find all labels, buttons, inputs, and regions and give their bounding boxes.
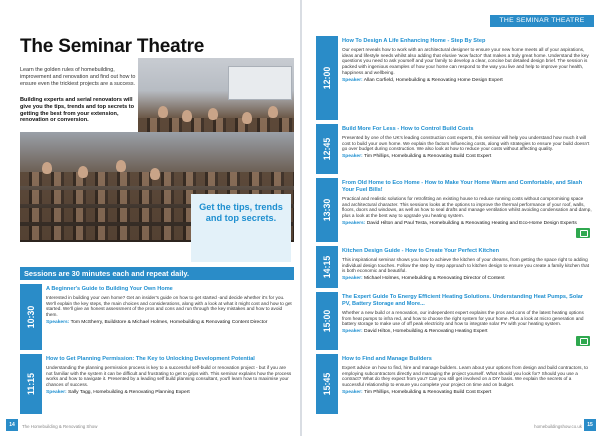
session-time-tab xyxy=(316,292,338,350)
speaker-name: Tim Phillips, Homebuilding & Renovating Build Cost Expert xyxy=(363,389,492,395)
session-time: 13:30 xyxy=(322,198,332,222)
audience-member xyxy=(268,106,278,118)
right-page xyxy=(302,0,600,436)
audience-member xyxy=(242,112,252,124)
session-time-tab xyxy=(316,36,338,120)
session-speaker xyxy=(46,390,292,396)
speaker-name: Tim Phillips, Homebuilding & Renovating Build Cost Expert xyxy=(363,154,492,160)
speaker-label: Speaker: xyxy=(342,154,363,160)
speaker-label: Speakers: xyxy=(342,220,366,226)
session-title: How to Find and Manage Builders xyxy=(342,356,432,362)
speaker-label: Speaker: xyxy=(342,276,363,282)
session-time-tab xyxy=(316,178,338,242)
audience-row xyxy=(138,118,294,132)
session-block xyxy=(316,246,594,288)
intro-text: Learn the golden rules of homebuilding, improvement and renovation and find out how to ensure even the trickiest projects are a success. xyxy=(20,67,136,87)
footer-text: homebuildingshow.co.uk xyxy=(534,424,582,429)
section-tag xyxy=(490,15,594,27)
speaker-name: David Hilton, Homebuilding & Renovating Heating Expert xyxy=(364,329,488,335)
session-description: Whether a new build or a renovation, our independent expert explains the pros and cons of the latest heating options from heat pumps to infra red, and how to choose the right system for your home. Plus a look at micro generation and battery storage to make use of off peak electricity and how to integrate solar PV with your heating system. xyxy=(342,310,584,327)
session-description: Practical and realistic solutions for retrofitting an existing house to reduce running costs without compromising space and architectural character. This sessions looks at the options to improve the thermal performance of your roof, walls, floors, doors and windows, as well as how to seal drafts and manage ventilation whilst avoiding condensation and damp, plus a look at the best way to upgrade you heating system. xyxy=(342,196,592,219)
audience-member xyxy=(208,108,218,120)
session-time-tab xyxy=(316,124,338,174)
speaker-label: Speaker: xyxy=(342,329,363,335)
tips-callout xyxy=(191,194,291,262)
section-tag-text: THE SEMINAR THEATRE xyxy=(499,17,585,24)
speaker-label: Speaker: xyxy=(46,389,67,395)
session-block xyxy=(316,178,594,242)
session-title: How To Design A Life Enhancing Home - Step By Step xyxy=(342,38,486,44)
session-block xyxy=(20,354,294,414)
session-speaker xyxy=(46,320,292,326)
session-time-tab xyxy=(316,354,338,414)
session-block xyxy=(316,354,594,414)
session-time: 10:30 xyxy=(26,305,36,329)
session-title: The Expert Guide To Energy Efficient Heating Solutions. Understanding Heat Pumps, Solar PV, Battery Storage and More... xyxy=(342,294,584,307)
session-time: 14:15 xyxy=(322,255,332,279)
footer-text: The Homebuilding & Renovating Show xyxy=(22,424,98,429)
presentation-screen xyxy=(228,66,292,100)
session-description: Understanding the planning permission process is key to a successful self-build or renovation project - but if you are not familiar with the system it can be difficult and frustrating to get to grips with. This seminar explains how the process works and how to navigate it. Presented by a leading self build planning consultant, you'll learn how to maximise your chances of success. xyxy=(46,365,292,388)
audience-member xyxy=(42,162,52,174)
session-time-tab xyxy=(20,354,42,414)
session-speaker xyxy=(342,390,592,396)
session-speaker xyxy=(342,78,592,84)
session-time: 15:00 xyxy=(322,309,332,333)
speaker-label: Speaker: xyxy=(342,389,363,395)
session-speaker xyxy=(342,221,592,227)
session-description: Expert advice on how to find, hire and manage builders. Learn about your options from design and build contractors, to employing subcontractors directly and managing the project yourself. What should you look for? Should you use a contract? What do they expect from you? Can you still get involved on a DIY basis. We explain the secrets of a successful relationship to ensure you complete your project on time and on budget. xyxy=(342,365,588,388)
audience-member xyxy=(150,168,160,180)
session-title: Build More For Less - How to Control Build Costs xyxy=(342,126,474,132)
speaker-label: Speakers: xyxy=(46,319,70,325)
audience-member xyxy=(182,110,192,122)
eco-home-icon xyxy=(576,336,590,346)
session-time-tab xyxy=(316,246,338,288)
session-title: How to Get Planning Permission: The Key to Unlocking Development Potential xyxy=(46,356,255,362)
session-description: Presented by one of the UK's leading construction cost experts, this seminar will help you understand how much it will cost to build your own home. We explain the factors influencing costs, along with strategies to ensure your build doesn't go over budget during construction. We also look at how to reduce your costs without affecting quality. xyxy=(342,135,590,152)
audience-member xyxy=(78,166,88,178)
page-title: The Seminar Theatre xyxy=(20,36,205,57)
session-time: 12:00 xyxy=(322,66,332,90)
sessions-banner xyxy=(20,267,294,280)
callout-text: Get the tips, trends and top secrets. xyxy=(199,202,283,223)
session-speaker xyxy=(342,154,592,160)
session-block xyxy=(316,36,594,120)
speaker-name: David Hilton and Paul Testa, Homebuilding & Renovating Heating and Eco-Home Design Experts xyxy=(366,220,577,226)
speaker-label: Speaker: xyxy=(342,77,363,83)
session-time: 12:45 xyxy=(322,137,332,161)
session-description: Interested in building your own home? Get an insider's guide on how to get started -and decide whether it's for you. We'll explain the key steps, the main choices and considerations, along with a look at what it might cost and how to get started. We'll give an honest assessment of the pros and cons and run through the key mistakes and how to avoid them. xyxy=(46,295,292,318)
eco-home-icon xyxy=(576,228,590,238)
session-block xyxy=(20,284,294,350)
session-speaker xyxy=(342,329,592,335)
session-time: 15:45 xyxy=(322,372,332,396)
speaker-name: Allan Corfield, Homebuilding & Renovating Home Design Expert xyxy=(363,77,503,83)
session-speaker xyxy=(342,276,592,282)
session-title: Kitchen Design Guide - How to Create Your Perfect Kitchen xyxy=(342,248,500,254)
session-block xyxy=(316,292,594,350)
session-description: Our expert reveals how to work with an architectural designer to ensure your new home meets all of your aspirations, ideas and lifestyle needs whilst also adding that elusive 'wow factor' that makes a truly great home. Understand the key questions you need to ask yourself and your family to develop a clear, concise but detailed design brief. The session is packed with ingenious examples of how your home can respond to the way you live and help to improve your health, happiness and wellbeing. xyxy=(342,47,589,75)
speaker-name: Michael Holmes, Homebuilding & Renovating Director of Content xyxy=(364,276,505,282)
page-number: 14 xyxy=(6,419,18,431)
speaker-name: Tom McSherry, Buildstore & Michael Holmes, Homebuilding & Renovating Content Director xyxy=(70,319,268,325)
session-time-tab xyxy=(20,284,42,350)
session-time: 11:15 xyxy=(26,372,36,396)
banner-text: Sessions are 30 minutes each and repeat daily. xyxy=(24,269,189,278)
session-title: A Beginner's Guide to Building Your Own Home xyxy=(46,286,173,292)
speaker-name: Sally Tagg, Homebuilding & Renovating Planning Expert xyxy=(68,389,190,395)
intro-bold-text: Building experts and serial renovators will give you the tips, trends and top secrets to getting the best from your extension, renovation or conversion. xyxy=(20,97,135,124)
session-description: This inspirational seminar shows you how to achieve the kitchen of your dreams, from getting the space right to adding individual design touches. Follow the step by step approach to kitchen design to ensure you create a family kitchen that is both economic and beautiful. xyxy=(342,257,590,274)
page-number: 15 xyxy=(584,419,596,431)
session-block xyxy=(316,124,594,174)
session-title: From Old Home to Eco Home - How to Make Your Home Warm and Comfortable, and Slash Your Fuel Bills! xyxy=(342,180,583,193)
audience-member xyxy=(158,106,168,118)
audience-member xyxy=(116,160,126,172)
